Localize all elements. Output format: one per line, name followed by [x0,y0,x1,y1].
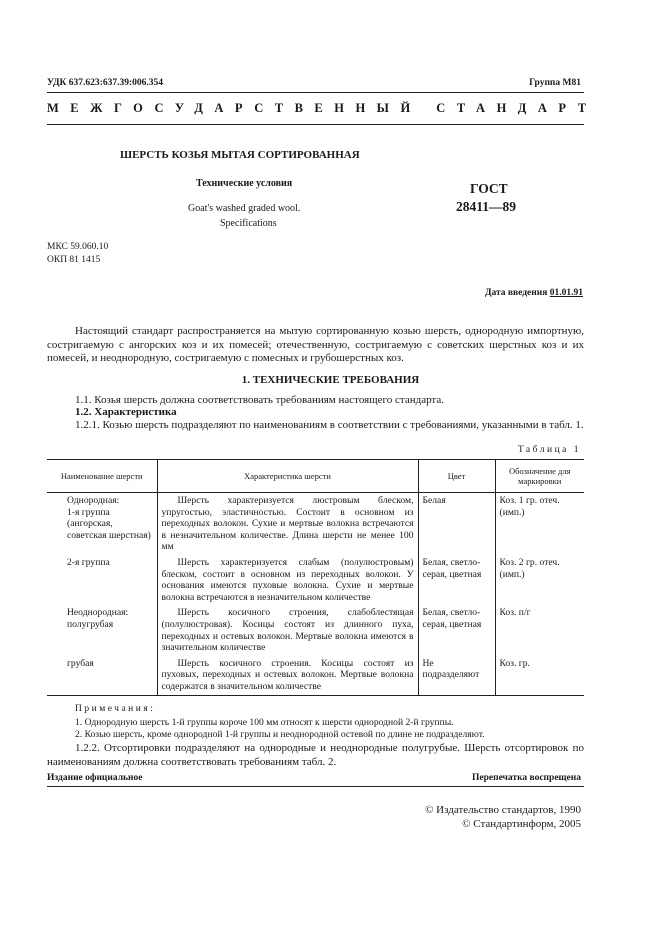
table-header: Цвет [418,460,495,493]
banner-rule [47,124,584,125]
table-cell-color: Белая, светло-серая, цветная [418,555,495,605]
clause-1-2: 1.2. Характеристика [75,406,177,418]
wool-subtype: полугрубая [67,618,114,630]
copyright-2: © Стандартинформ, 2005 [462,818,581,830]
table-cell-mark: Коз. гр. [495,656,584,695]
standard-banner: МЕЖГОСУДАРСТВЕННЫЙ СТАНДАРТ [47,101,598,115]
reprint-prohibited: Перепечатка воспрещена [471,773,581,783]
clause-1-2-2: 1.2.2. Отсортировки подразделяют на однородные и неоднородные полугрубые. Шерсть отсортировок по наименованиям должна соответствовать требованиям табл. 2. [47,742,584,768]
effective-date-label: Дата введения [484,288,548,298]
table-cell-mark: Коз. 2 гр. отеч. (имп.) [495,555,584,605]
notes-heading: Примечания: [75,704,156,714]
clause-1-1: 1.1. Козья шерсть должна соответствовать требованиям настоящего стандарта. [75,394,445,406]
wool-type: Однородная: [67,495,120,506]
table-cell-description: Шерсть характеризуется слабым (полулюстровым) блеском, состоит в основном из переходных волокон. У основания имеются пуховые волокна. Сухие и мертвые волокна встречаются в незначительном количестве [157,555,418,605]
table-cell-color: Белая [418,493,495,555]
effective-date-value: 01.01.91 [549,288,583,298]
table-header: Наименование шерсти [47,460,157,493]
footer-rule [47,786,584,787]
effective-date [485,288,583,298]
wool-subtype: 2-я группа [67,556,110,568]
wool-subtype: 1-я группа (ангорская, советская шерстная) [67,506,151,541]
copyright-1: © Издательство стандартов, 1990 [425,804,581,816]
gost-label: ГОСТ [470,181,508,196]
table-cell-name [47,656,157,695]
official-edition: Издание официальное [47,773,143,783]
wool-type: Неоднородная: [67,607,129,619]
note-2: 2. Козью шерсть, кроме однородной 1-й группы и неоднородной остевой по длине не подразделяют. [75,729,485,740]
table-cell-color: Белая, светло-серая, цветная [418,605,495,655]
table-header-row [47,460,584,493]
okp-code: ОКП 81 1415 [47,255,101,265]
table-cell-description: Шерсть характеризуется люстровым блеском, упругостью, эластичностью. Состоит в основном из переходных волокон. Сухие и мертвые волокна встречаются в незначительном количестве. Длина шерсти не менее 100 мм [157,493,418,555]
gost-number: 28411—89 [456,199,517,214]
table-header: Характеристика шерсти [157,460,418,493]
mks-code: МКС 59.060.10 [47,242,109,252]
top-rule [47,92,584,93]
wool-subtype: грубая [67,657,94,669]
group-code: Группа М81 [529,78,581,88]
table-cell-name [47,493,157,555]
table-cell-description: Шерсть косичного строения. Косицы состоят из пуховых, переходных и остевых волокон. Мертвые волокна содержатся в значительном количестве [157,656,418,695]
clause-1-2-1: 1.2.1. Козью шерсть подразделяют по наименованиям в соответствии с требованиями, указанными в табл. 1. [75,419,584,431]
table-cell-color: Не подразделяют [418,656,495,695]
wool-table [47,459,584,696]
section-heading: 1. ТЕХНИЧЕСКИЕ ТРЕБОВАНИЯ [241,374,420,386]
table-cell-description: Шерсть косичного строения, слабоблестящая (полулюстровая). Косицы состоят из длинного пуха, переходных и остевых волокон. Мертвые волокна имеются в значительном количестве [157,605,418,655]
document-title: ШЕРСТЬ КОЗЬЯ МЫТАЯ СОРТИРОВАННАЯ [120,149,360,161]
note-1: 1. Однородную шерсть 1-й группы короче 100 мм относят к шерсти однородной 2-й группы. [75,717,454,728]
table-row [47,493,584,555]
table-cell-mark: Коз. 1 гр. отеч. (имп.) [495,493,584,555]
english-subtitle: Specifications [220,218,277,229]
table-cell-mark: Коз. п/г [495,605,584,655]
table-header: Обозначение для маркировки [495,460,584,493]
intro-paragraph: Настоящий стандарт распространяется на мытую сортированную козью шерсть, однородную импортную, состригаемую с ангорских коз и их помесей; отечественную, состригаемую с советских шерстных коз и их помесей, и неоднородную, состригаемую с помесных и грубошерстных коз. [47,325,584,364]
table-row [47,555,584,605]
table-row [47,656,584,695]
table-cell-name [47,605,157,655]
udk-code: УДК 637.623:637.39:006.354 [47,78,164,88]
table-row [47,605,584,655]
document-subtitle: Технические условия [196,178,293,189]
english-title: Goat's washed graded wool. [188,203,301,214]
table-cell-name [47,555,157,605]
table-caption: Таблица 1 [517,445,581,455]
